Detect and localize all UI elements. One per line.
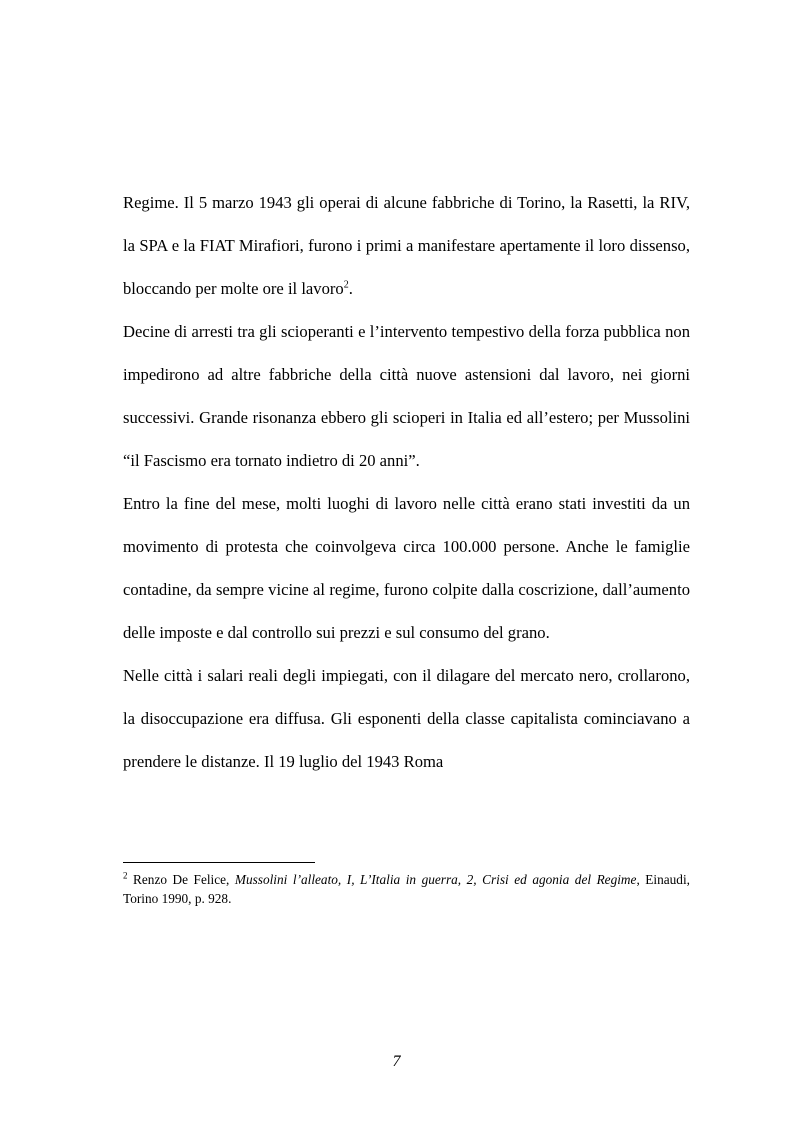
page-number: 7 — [392, 1053, 401, 1070]
footnote-publication: , Einaudi, Torino 1990, p. 928. — [123, 872, 690, 906]
paragraph-1-text: Regime. Il 5 marzo 1943 gli operai di alcune fabbriche di Torino, la Rasetti, la RIV, la SPA e la FIAT Mirafiori, furono i primi a manifestare apertamente il loro dissenso, bloccando per molte ore il lavoro — [123, 193, 690, 298]
footnote — [123, 870, 690, 908]
footnote-reference[interactable]: 2 — [343, 279, 349, 291]
footnote-marker: 2 — [123, 870, 128, 881]
paragraph-1 — [123, 181, 690, 310]
paragraph-4: Nelle città i salari reali degli impiegati, con il dilagare del mercato nero, crollarono, la disoccupazione era diffusa. Gli esponenti della classe capitalista cominciavano a prendere le distanze. Il 19 luglio del 1943 Roma — [123, 666, 690, 771]
paragraph-1-tail: . — [348, 279, 353, 298]
footnote-separator — [123, 862, 315, 863]
paragraph-3: Entro la fine del mese, molti luoghi di lavoro nelle città erano stati investiti da un movimento di protesta che coinvolgeva circa 100.000 persone. Anche le famiglie contadine, da sempre vicine al regime, furono colpite dalla coscrizione, dall’aumento delle imposte e dal controllo sui prezzi e sul consumo del grano. — [123, 494, 690, 642]
body-text — [123, 181, 690, 783]
footnote-title: Mussolini l’alleato, I, L’Italia in guerra, 2, Crisi ed agonia del Regime — [234, 872, 637, 887]
paragraph-2: Decine di arresti tra gli scioperanti e l’intervento tempestivo della forza pubblica non impedirono ad altre fabbriche della città nuove astensioni dal lavoro, nei giorni successivi. Grande risonanza ebbero gli scioperi in Italia ed all’estero; per Mussolini “il Fascismo era tornato indietro di 20 anni”. — [123, 322, 690, 470]
footnote-author: Renzo De Felice, — [127, 872, 235, 887]
